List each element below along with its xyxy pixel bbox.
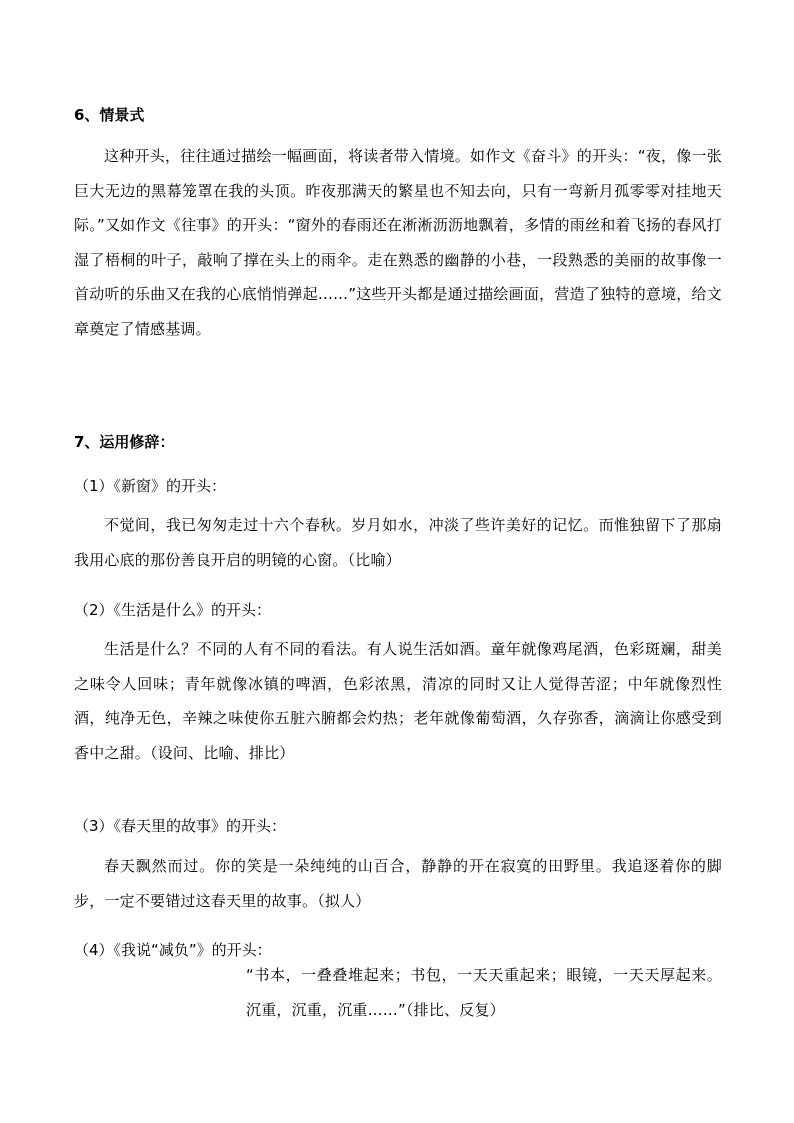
example-1-label: （1）《新窗》的开头：: [74, 477, 227, 495]
example-2-label: （2）《生活是什么》的开头：: [74, 601, 272, 619]
example-3-text: 春天飘然而过。你的笑是一朵纯纯的山百合，静静的开在寂寞的田野里。我追逐着你的脚步，一定不要错过这春天里的故事。（拟人）: [74, 857, 722, 910]
example-4-text: “书本，一叠叠堆起来；书包，一天天重起来；眼镜，一天天厚起来。沉重，沉重，沉重……”（排比、反复）: [246, 966, 722, 1019]
example-4-label: （4）《我说“减负”》的开头：: [74, 941, 272, 959]
section-6-heading: 6、情景式: [74, 106, 145, 124]
section-7-heading: 7、运用修辞：: [74, 433, 175, 451]
example-2-text: 生活是什么？不同的人有不同的看法。有人说生活如酒。童年就像鸡尾酒，色彩斑斓，甜美之味令人回味；青年就像冰镇的啤酒，色彩浓黑，清凉的同时又让人觉得苦涩；中年就像烈性酒，纯净无色，辛辣之味使你五脏六腑都会灼热；老年就像葡萄酒，久存弥香，滴滴让你感受到香中之甜。（设问、比喻、排比）: [74, 640, 722, 762]
example-1-text: 不觉间，我已匆匆走过十六个春秋。岁月如水，冲淡了些许美好的记忆。而惟独留下了那扇我用心底的那份善良开启的明镜的心窗。（比喻）: [74, 516, 722, 569]
example-3-label: （3）《春天里的故事》的开头：: [74, 817, 287, 835]
section-6-paragraph: 这种开头，往往通过描绘一幅画面，将读者带入情境。如作文《奋斗》的开头：“夜，像一张巨大无边的黑幕笼罩在我的头顶。昨夜那满天的繁星也不知去向，只有一弯新月孤零零对挂地天际。”又如作文《往事》的开头：“窗外的春雨还在淅淅沥沥地飘着，多情的雨丝和着飞扬的春风打湿了梧桐的叶子，敲响了撑在头上的雨伞。走在熟悉的幽静的小巷，一段熟悉的美丽的故事像一首动听的乐曲又在我的心底悄悄弹起……”这些开头都是通过描绘画面，营造了独特的意境，给文章奠定了情感基调。: [74, 147, 722, 338]
